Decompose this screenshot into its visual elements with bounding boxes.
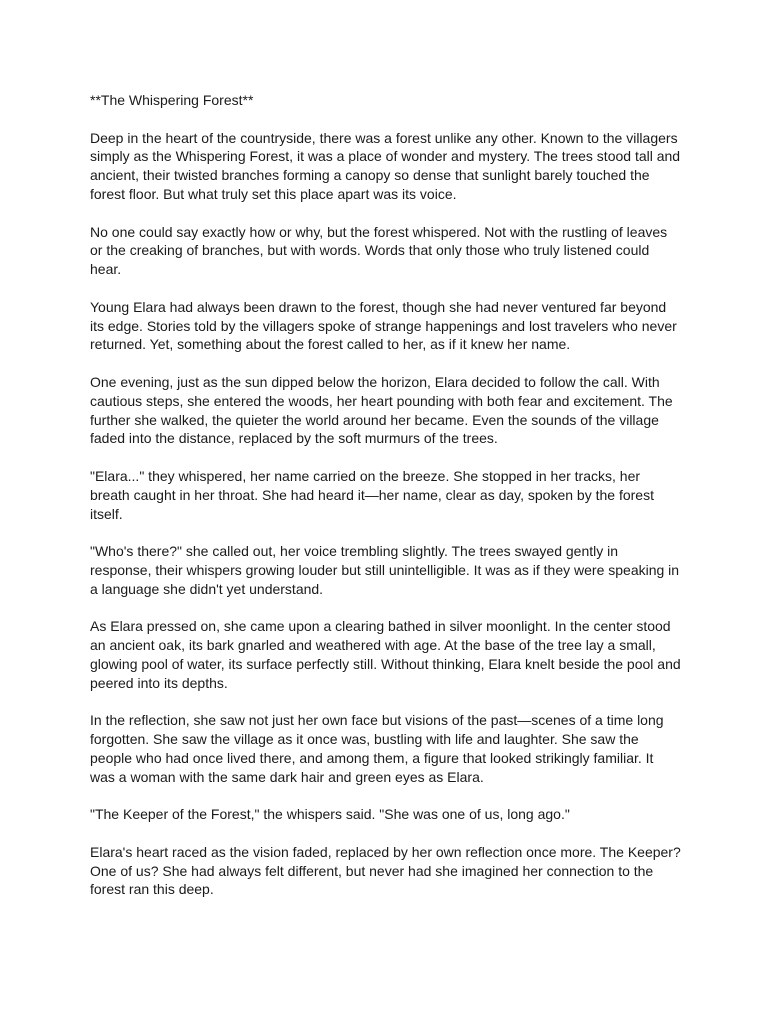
paragraph-2: No one could say exactly how or why, but the forest whispered. Not with the rustling of leaves or the creaking of branches, but with words. Words that only those who truly listened could hear. [90,223,668,278]
paragraph-5: "Elara..." they whispered, her name carried on the breeze. She stopped in her tracks, her breath caught in her throat. She had heard it—her name, clear as day, spoken by the forest itself. [90,467,654,522]
paragraph-9: "The Keeper of the Forest," the whispers said. "She was one of us, long ago." [90,806,570,823]
paragraph-3: Young Elara had always been drawn to the forest, though she had never ventured far beyond its edge. Stories told by the villagers spoke of strange happenings and lost travelers who never returned. Yet, something about the forest called to her, as if it knew her name. [90,298,677,353]
paragraph-6: "Who's there?" she called out, her voice trembling slightly. The trees swayed gently in response, their whispers growing louder but still unintelligible. It was as if they were speaking in a language she didn't yet understand. [90,543,680,597]
paragraph-7: As Elara pressed on, she came upon a clearing bathed in silver moonlight. In the center stood an ancient oak, its bark gnarled and weathered with age. At the base of the tree lay a small, glowing pool of water, its surface perfectly still. Without thinking, Elara knelt beside the pool and peered into its depths. [90,618,681,691]
document-body [90,91,682,918]
paragraph-1: Deep in the heart of the countryside, there was a forest unlike any other. Known to the villagers simply as the Whispering Forest, it was a place of wonder and mystery. The trees stood tall and ancient, their twisted branches forming a canopy so dense that sunlight barely touched the forest floor. But what truly set this place apart was its voice. [90,129,681,202]
paragraph-8: In the reflection, she saw not just her own face but visions of the past—scenes of a time long forgotten. She saw the village as it once was, bustling with life and laughter. She saw the people who had once lived there, and among them, a figure that looked strikingly familiar. It was a woman with the same dark hair and green eyes as Elara. [90,712,664,785]
paragraph-10: Elara's heart raced as the vision faded, replaced by her own reflection once more. The Keeper? One of us? She had always felt different, but never had she imagined her connection to the forest ran this deep. [90,843,681,898]
document-title: **The Whispering Forest** [90,92,254,108]
paragraph-4: One evening, just as the sun dipped below the horizon, Elara decided to follow the call. With cautious steps, she entered the woods, her heart pounding with both fear and excitement. The further she walked, the quieter the world around her became. Even the sounds of the village faded into the distance, replaced by the soft murmurs of the trees. [90,373,673,447]
